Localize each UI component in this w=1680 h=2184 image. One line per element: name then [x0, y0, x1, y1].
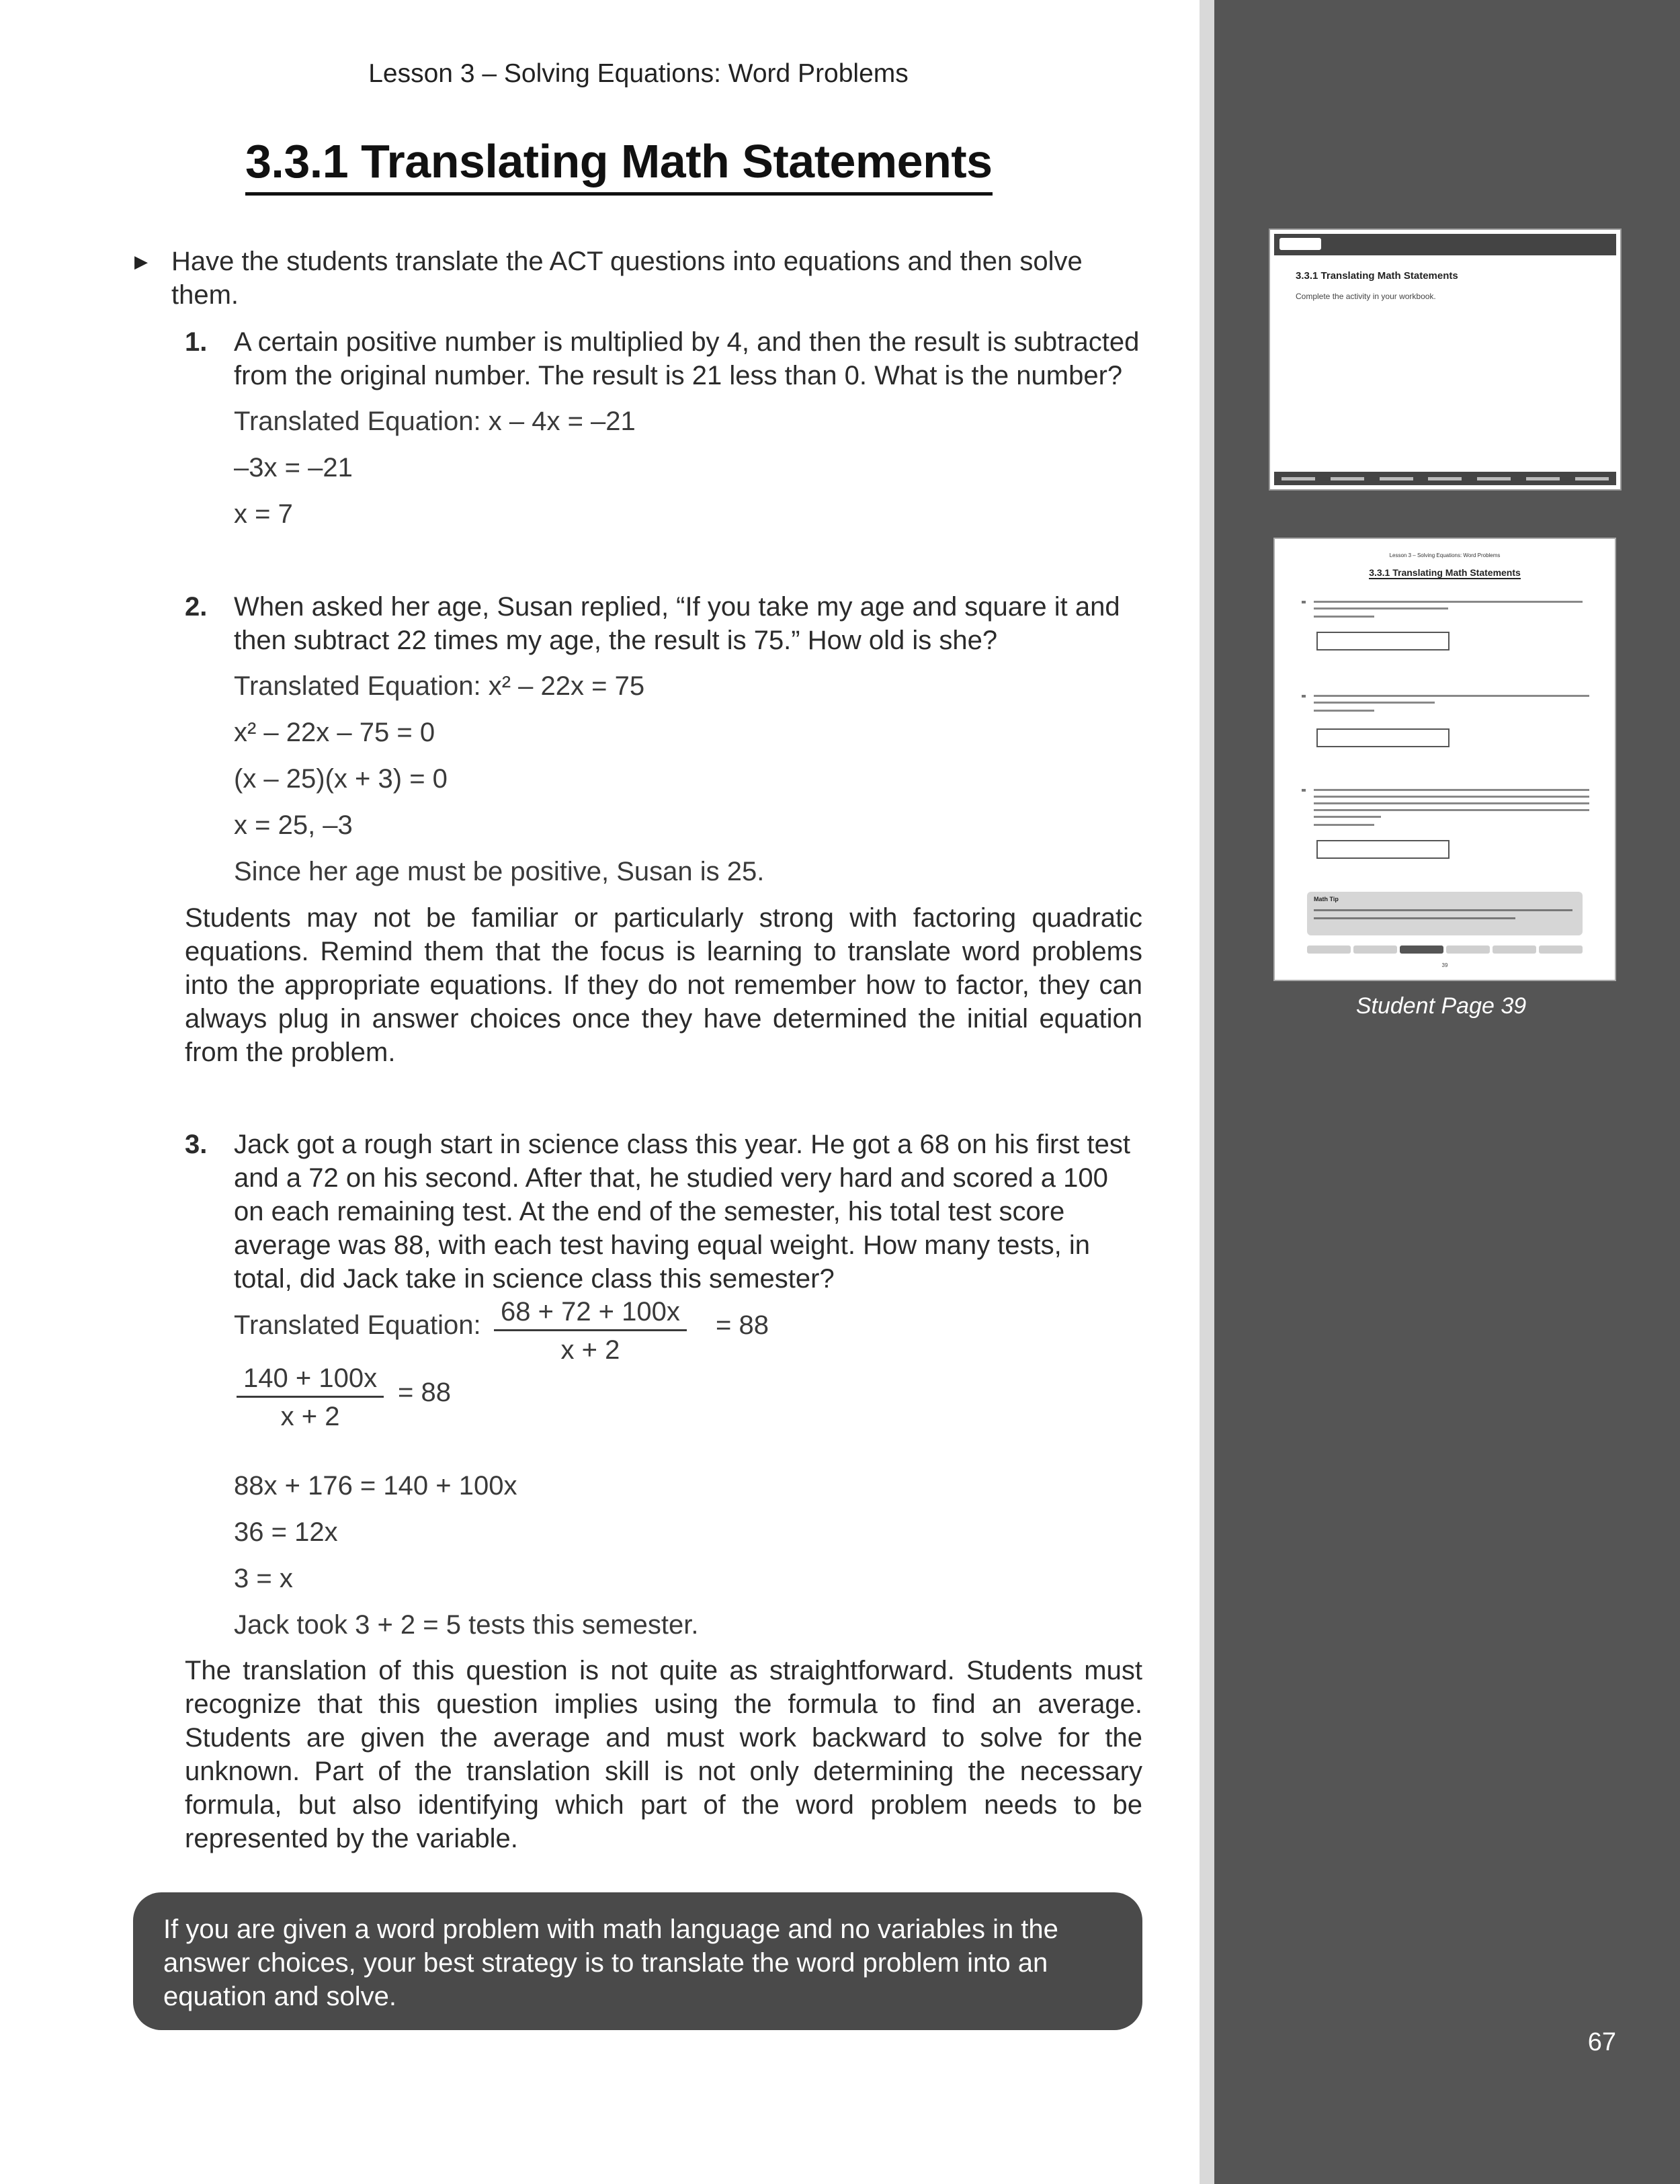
page-number: 67	[1587, 2028, 1616, 2056]
logo-icon	[1279, 238, 1321, 250]
equation-line: 3 = x	[234, 1564, 293, 1593]
fraction-rhs: = 88	[398, 1378, 451, 1407]
bullet-arrow-icon: ▶	[134, 251, 148, 271]
fraction-rhs: = 88	[716, 1310, 769, 1340]
slide-title: 3.3.1 Translating Math Statements	[1296, 270, 1458, 282]
slide-thumbnail	[1269, 228, 1622, 491]
equation-line: Translated Equation: x² – 22x = 75	[234, 671, 645, 701]
thumb-lesson-header: Lesson 3 – Solving Equations: Word Problems	[1389, 552, 1501, 558]
thumb-number	[1302, 601, 1306, 603]
thumb-text-line	[1314, 607, 1448, 610]
fraction-denominator: x + 2	[280, 1402, 340, 1431]
sidebar	[1214, 0, 1680, 2184]
thumb-answer-box	[1316, 840, 1450, 859]
intro-text: Have the students translate the ACT questions into equations and then solve them.	[171, 247, 1083, 310]
page-title: 3.3.1 Translating Math Statements	[245, 134, 993, 196]
equation-line: 88x + 176 = 140 + 100x	[234, 1471, 517, 1501]
thumb-navbar	[1307, 946, 1583, 955]
thumb-text-line	[1314, 601, 1583, 603]
fraction	[494, 1294, 687, 1369]
equation-line: Jack took 3 + 2 = 5 tests this semester.	[234, 1610, 699, 1640]
slide-navbar	[1274, 472, 1616, 485]
equation-line: x = 7	[234, 499, 293, 529]
translated-label: Translated Equation:	[234, 1310, 481, 1340]
problem-number: 3.	[185, 1130, 208, 1159]
thumb-text-line	[1314, 702, 1435, 704]
thumb-text-line	[1314, 802, 1589, 804]
student-page-caption: Student Page 39	[1355, 993, 1527, 1019]
equation-line: Translated Equation: x – 4x = –21	[234, 407, 636, 436]
fraction-numerator: 140 + 100x	[237, 1361, 384, 1398]
fraction-numerator: 68 + 72 + 100x	[494, 1294, 687, 1331]
problem-question: A certain positive number is multiplied by 4, and then the result is subtracted from the original number. The result is 21 less than 0. What is the number?	[234, 327, 1140, 390]
problem-number: 2.	[185, 592, 208, 622]
student-page-thumbnail	[1273, 538, 1616, 981]
thumb-text-line	[1314, 616, 1374, 618]
thumb-text-line	[1314, 909, 1572, 911]
slide-subtitle: Complete the activity in your workbook.	[1296, 292, 1436, 301]
lesson-header: Lesson 3 – Solving Equations: Word Problems	[368, 59, 909, 88]
thumb-text-line	[1314, 824, 1374, 826]
slide-topbar	[1274, 234, 1616, 255]
problem-question: When asked her age, Susan replied, “If you take my age and square it and then subtract 22 times my age, the result is 75.” How old is she?	[234, 592, 1120, 655]
thumb-tip-box	[1307, 892, 1583, 935]
fraction	[237, 1361, 384, 1435]
equation-line: 36 = 12x	[234, 1517, 338, 1547]
thumb-text-line	[1314, 710, 1374, 712]
tip-box: If you are given a word problem with math language and no variables in the answer choices, your best strategy is to translate the word problem into an equation and solve.	[133, 1892, 1142, 2030]
thumb-text-line	[1314, 816, 1381, 818]
thumb-text-line	[1314, 789, 1589, 791]
teacher-note: Students may not be familiar or particularly strong with factoring quadratic equations. Remind them that the focus is learning to translate word problems into the appropriate equations. If they do not remember how to factor, they can always plug in answer choices once they have determined the initial equation from the problem.	[185, 903, 1142, 1067]
gutter-divider	[1200, 0, 1214, 2184]
thumb-text-line	[1314, 917, 1515, 919]
thumb-number	[1302, 695, 1306, 698]
problem-question: Jack got a rough start in science class this year. He got a 68 on his first test and a 72 on his second. After that, he studied very hard and scored a 100 on each remaining test. At the end of the semester, his total test score average was 88, with each test having equal weight. How many tests, in total, did Jack take in science class this semester?	[234, 1130, 1130, 1294]
thumb-number	[1302, 789, 1306, 792]
thumb-answer-box	[1316, 632, 1450, 650]
thumb-answer-box	[1316, 728, 1450, 747]
teacher-note: The translation of this question is not quite as straightforward. Students must recognize that this question implies using the formula to find an average. Students are given the average and must work backward to solve for the unknown. Part of the translation skill is not only determining the necessary formula, but also identifying which part of the word problem needs to be represented by the variable.	[185, 1656, 1142, 1853]
equation-line: x = 25, –3	[234, 810, 353, 840]
thumb-text-line	[1314, 695, 1589, 697]
thumb-tip-title: Math Tip	[1314, 896, 1339, 902]
thumb-text-line	[1314, 809, 1589, 811]
thumb-title: 3.3.1 Translating Math Statements	[1369, 567, 1521, 578]
equation-line: x² – 22x – 75 = 0	[234, 718, 435, 747]
fraction-denominator: x + 2	[560, 1335, 620, 1365]
thumb-text-line	[1314, 796, 1589, 798]
equation-line: (x – 25)(x + 3) = 0	[234, 764, 448, 794]
equation-line: –3x = –21	[234, 453, 353, 482]
thumb-page-number: 39	[1441, 962, 1448, 968]
problem-number: 1.	[185, 327, 208, 357]
equation-line: Since her age must be positive, Susan is 25.	[234, 857, 765, 886]
